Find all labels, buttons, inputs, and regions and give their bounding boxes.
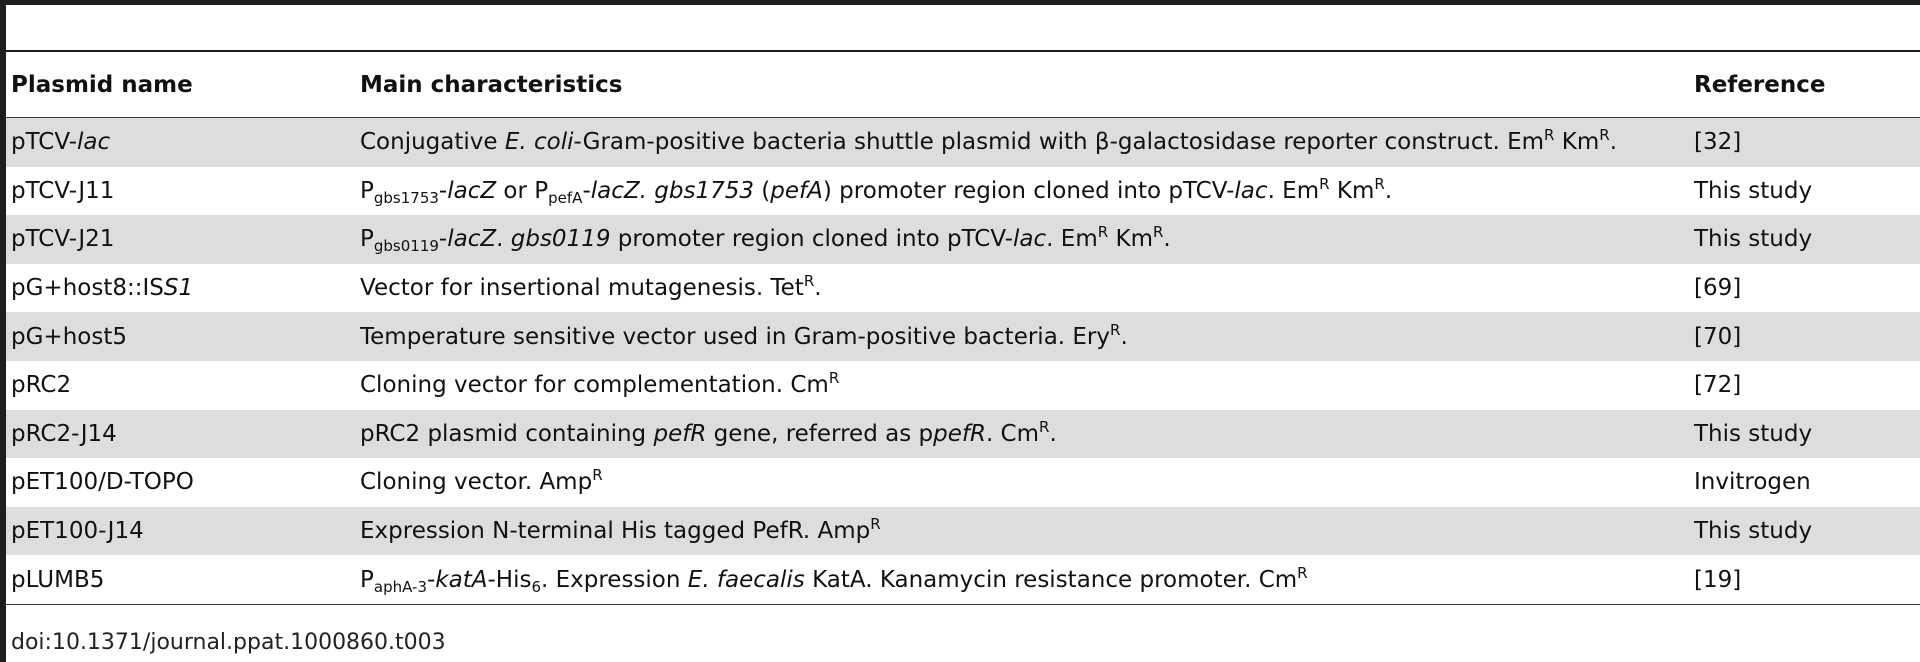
- cell-main-characteristics: [355, 410, 1689, 459]
- text-run: pRC2 plasmid containing: [360, 420, 654, 447]
- cell-plasmid-name: [6, 555, 355, 604]
- italic-text: E. faecalis: [687, 566, 805, 593]
- text-run: gene, referred as p: [706, 420, 934, 447]
- table-row: [6, 361, 1920, 410]
- text-run: . Expression: [540, 566, 688, 593]
- text-run: KatA. Kanamycin resistance promoter. Cm: [804, 566, 1298, 593]
- italic-text: S1: [163, 275, 194, 302]
- superscript-text: R: [592, 466, 603, 485]
- table-row: [6, 555, 1920, 604]
- italic-text: lac: [1234, 177, 1268, 204]
- plasmid-table: [6, 50, 1920, 605]
- text-run: promoter region cloned into pTCV-: [610, 226, 1014, 253]
- cell-reference: This study: [1694, 177, 1813, 204]
- text-run: pET100-J14: [11, 518, 144, 545]
- italic-text: pefA: [770, 177, 823, 204]
- subscript-text: pefA: [548, 188, 583, 207]
- italic-text: lacZ: [447, 226, 497, 253]
- italic-text: E. coli: [504, 129, 574, 156]
- text-run: Expression N-terminal His tagged PefR. Amp: [360, 518, 871, 545]
- table-row: [6, 167, 1920, 216]
- table-bottom-rule: [6, 604, 1920, 606]
- subscript-text: 6: [531, 577, 541, 596]
- text-run: -Gram-positive bacteria shuttle plasmid with β-galactosidase reporter construct. Em: [573, 129, 1545, 156]
- top-border: [0, 0, 1920, 5]
- superscript-text: R: [1097, 223, 1109, 242]
- text-run: pTCV-J11: [11, 177, 115, 204]
- text-run: Vector for insertional mutagenesis. Tet: [360, 275, 804, 302]
- text-run: pRC2: [11, 372, 72, 399]
- text-run: -: [438, 226, 448, 253]
- text-run: -: [582, 177, 591, 204]
- text-run: .: [1384, 177, 1393, 204]
- text-run: Km: [1329, 177, 1375, 204]
- superscript-text: R: [828, 369, 840, 388]
- superscript-text: R: [870, 515, 881, 534]
- subscript-text: gbs0119: [373, 237, 439, 256]
- table-row: [6, 312, 1920, 361]
- superscript-text: R: [1599, 126, 1610, 145]
- superscript-text: R: [1039, 417, 1050, 436]
- italic-text: lacZ: [447, 177, 497, 204]
- italic-text: pefR: [933, 420, 986, 447]
- doi-caption: doi:10.1371/journal.ppat.1000860.t003: [11, 630, 446, 655]
- header-plasmid-name: Plasmid name: [6, 52, 355, 118]
- text-run: Temperature sensitive vector used in Gram-positive bacteria. Ery: [360, 323, 1111, 350]
- italic-text: lacZ. gbs1753: [590, 177, 754, 204]
- italic-text: gbs0119: [510, 226, 611, 253]
- table-row: [6, 507, 1920, 556]
- text-run: pG+host5: [11, 323, 127, 350]
- cell-plasmid-name: [6, 410, 355, 459]
- header-reference: Reference: [1689, 52, 1920, 118]
- superscript-text: R: [1152, 223, 1164, 242]
- text-run: . Em: [1267, 177, 1320, 204]
- text-run: pRC2-J14: [11, 420, 117, 447]
- italic-text: pefR: [653, 420, 707, 447]
- cell-plasmid-name: [6, 118, 355, 167]
- text-run: pG+host8::IS: [11, 275, 164, 302]
- text-run: -His: [487, 566, 532, 593]
- cell-plasmid-name: [6, 458, 355, 507]
- cell-reference: [32]: [1689, 118, 1920, 167]
- cell-reference: [69]: [1694, 275, 1742, 302]
- text-run: pTCV-J21: [11, 226, 115, 253]
- cell-main-characteristics: [355, 215, 1689, 264]
- cell-main-characteristics: [355, 312, 1689, 361]
- cell-main-characteristics: [355, 507, 1689, 556]
- cell-plasmid-name: [6, 264, 355, 313]
- text-run: pLUMB5: [11, 566, 105, 593]
- text-run: ) promoter region cloned into pTCV-: [822, 177, 1235, 204]
- italic-text: lac: [1013, 226, 1047, 253]
- table-row: [6, 264, 1920, 313]
- text-run: Cloning vector. Amp: [360, 469, 593, 496]
- cell-plasmid-name: [6, 215, 355, 264]
- text-run: Cloning vector for complementation. Cm: [360, 372, 829, 399]
- text-run: . Em: [1046, 226, 1098, 253]
- superscript-text: R: [1297, 563, 1308, 582]
- cell-reference: [70]: [1689, 312, 1920, 361]
- table-header-row: [6, 52, 1920, 118]
- text-run: .: [496, 226, 511, 253]
- cell-reference: This study: [1689, 410, 1920, 459]
- cell-reference: This study: [1689, 507, 1920, 556]
- superscript-text: R: [803, 272, 815, 291]
- text-run: pTCV-: [11, 129, 78, 156]
- table-row: [6, 215, 1920, 264]
- text-run: .: [1609, 129, 1618, 156]
- cell-main-characteristics: [355, 555, 1689, 604]
- header-main-characteristics: Main characteristics: [355, 52, 1689, 118]
- cell-plasmid-name: [6, 361, 355, 410]
- cell-reference: [72]: [1694, 372, 1742, 399]
- text-run: Km: [1554, 129, 1600, 156]
- text-run: -: [438, 177, 448, 204]
- cell-plasmid-name: [6, 312, 355, 361]
- text-run: (: [754, 177, 771, 204]
- text-run: pET100/D-TOPO: [11, 469, 194, 496]
- text-run: or P: [496, 177, 549, 204]
- text-run: .: [814, 275, 822, 302]
- text-run: P: [360, 566, 374, 593]
- text-run: Km: [1108, 226, 1153, 253]
- text-run: P: [360, 177, 374, 204]
- text-run: .: [1120, 323, 1128, 350]
- subscript-text: aphA-3: [373, 577, 427, 596]
- cell-reference: This study: [1689, 215, 1920, 264]
- table-row: [6, 410, 1920, 459]
- text-run: .: [1163, 226, 1171, 253]
- italic-text: lac: [77, 129, 111, 156]
- cell-main-characteristics: [355, 264, 1689, 313]
- cell-main-characteristics: [355, 361, 1689, 410]
- cell-reference: [19]: [1694, 566, 1742, 593]
- text-run: . Cm: [985, 420, 1040, 447]
- table-row: [6, 118, 1920, 167]
- cell-main-characteristics: [355, 458, 1689, 507]
- superscript-text: R: [1544, 126, 1555, 145]
- cell-plasmid-name: [6, 507, 355, 556]
- cell-reference: Invitrogen: [1694, 469, 1811, 496]
- text-run: .: [1049, 420, 1057, 447]
- cell-main-characteristics: [355, 118, 1689, 167]
- text-run: -: [426, 566, 436, 593]
- subscript-text: gbs1753: [373, 188, 439, 207]
- cell-plasmid-name: [6, 167, 355, 216]
- italic-text: katA: [435, 566, 488, 593]
- table-row: [6, 458, 1920, 507]
- text-run: Conjugative: [360, 129, 505, 156]
- superscript-text: R: [1110, 320, 1121, 339]
- cell-main-characteristics: [355, 167, 1689, 216]
- text-run: P: [360, 226, 374, 253]
- superscript-text: R: [1319, 174, 1330, 193]
- superscript-text: R: [1374, 174, 1385, 193]
